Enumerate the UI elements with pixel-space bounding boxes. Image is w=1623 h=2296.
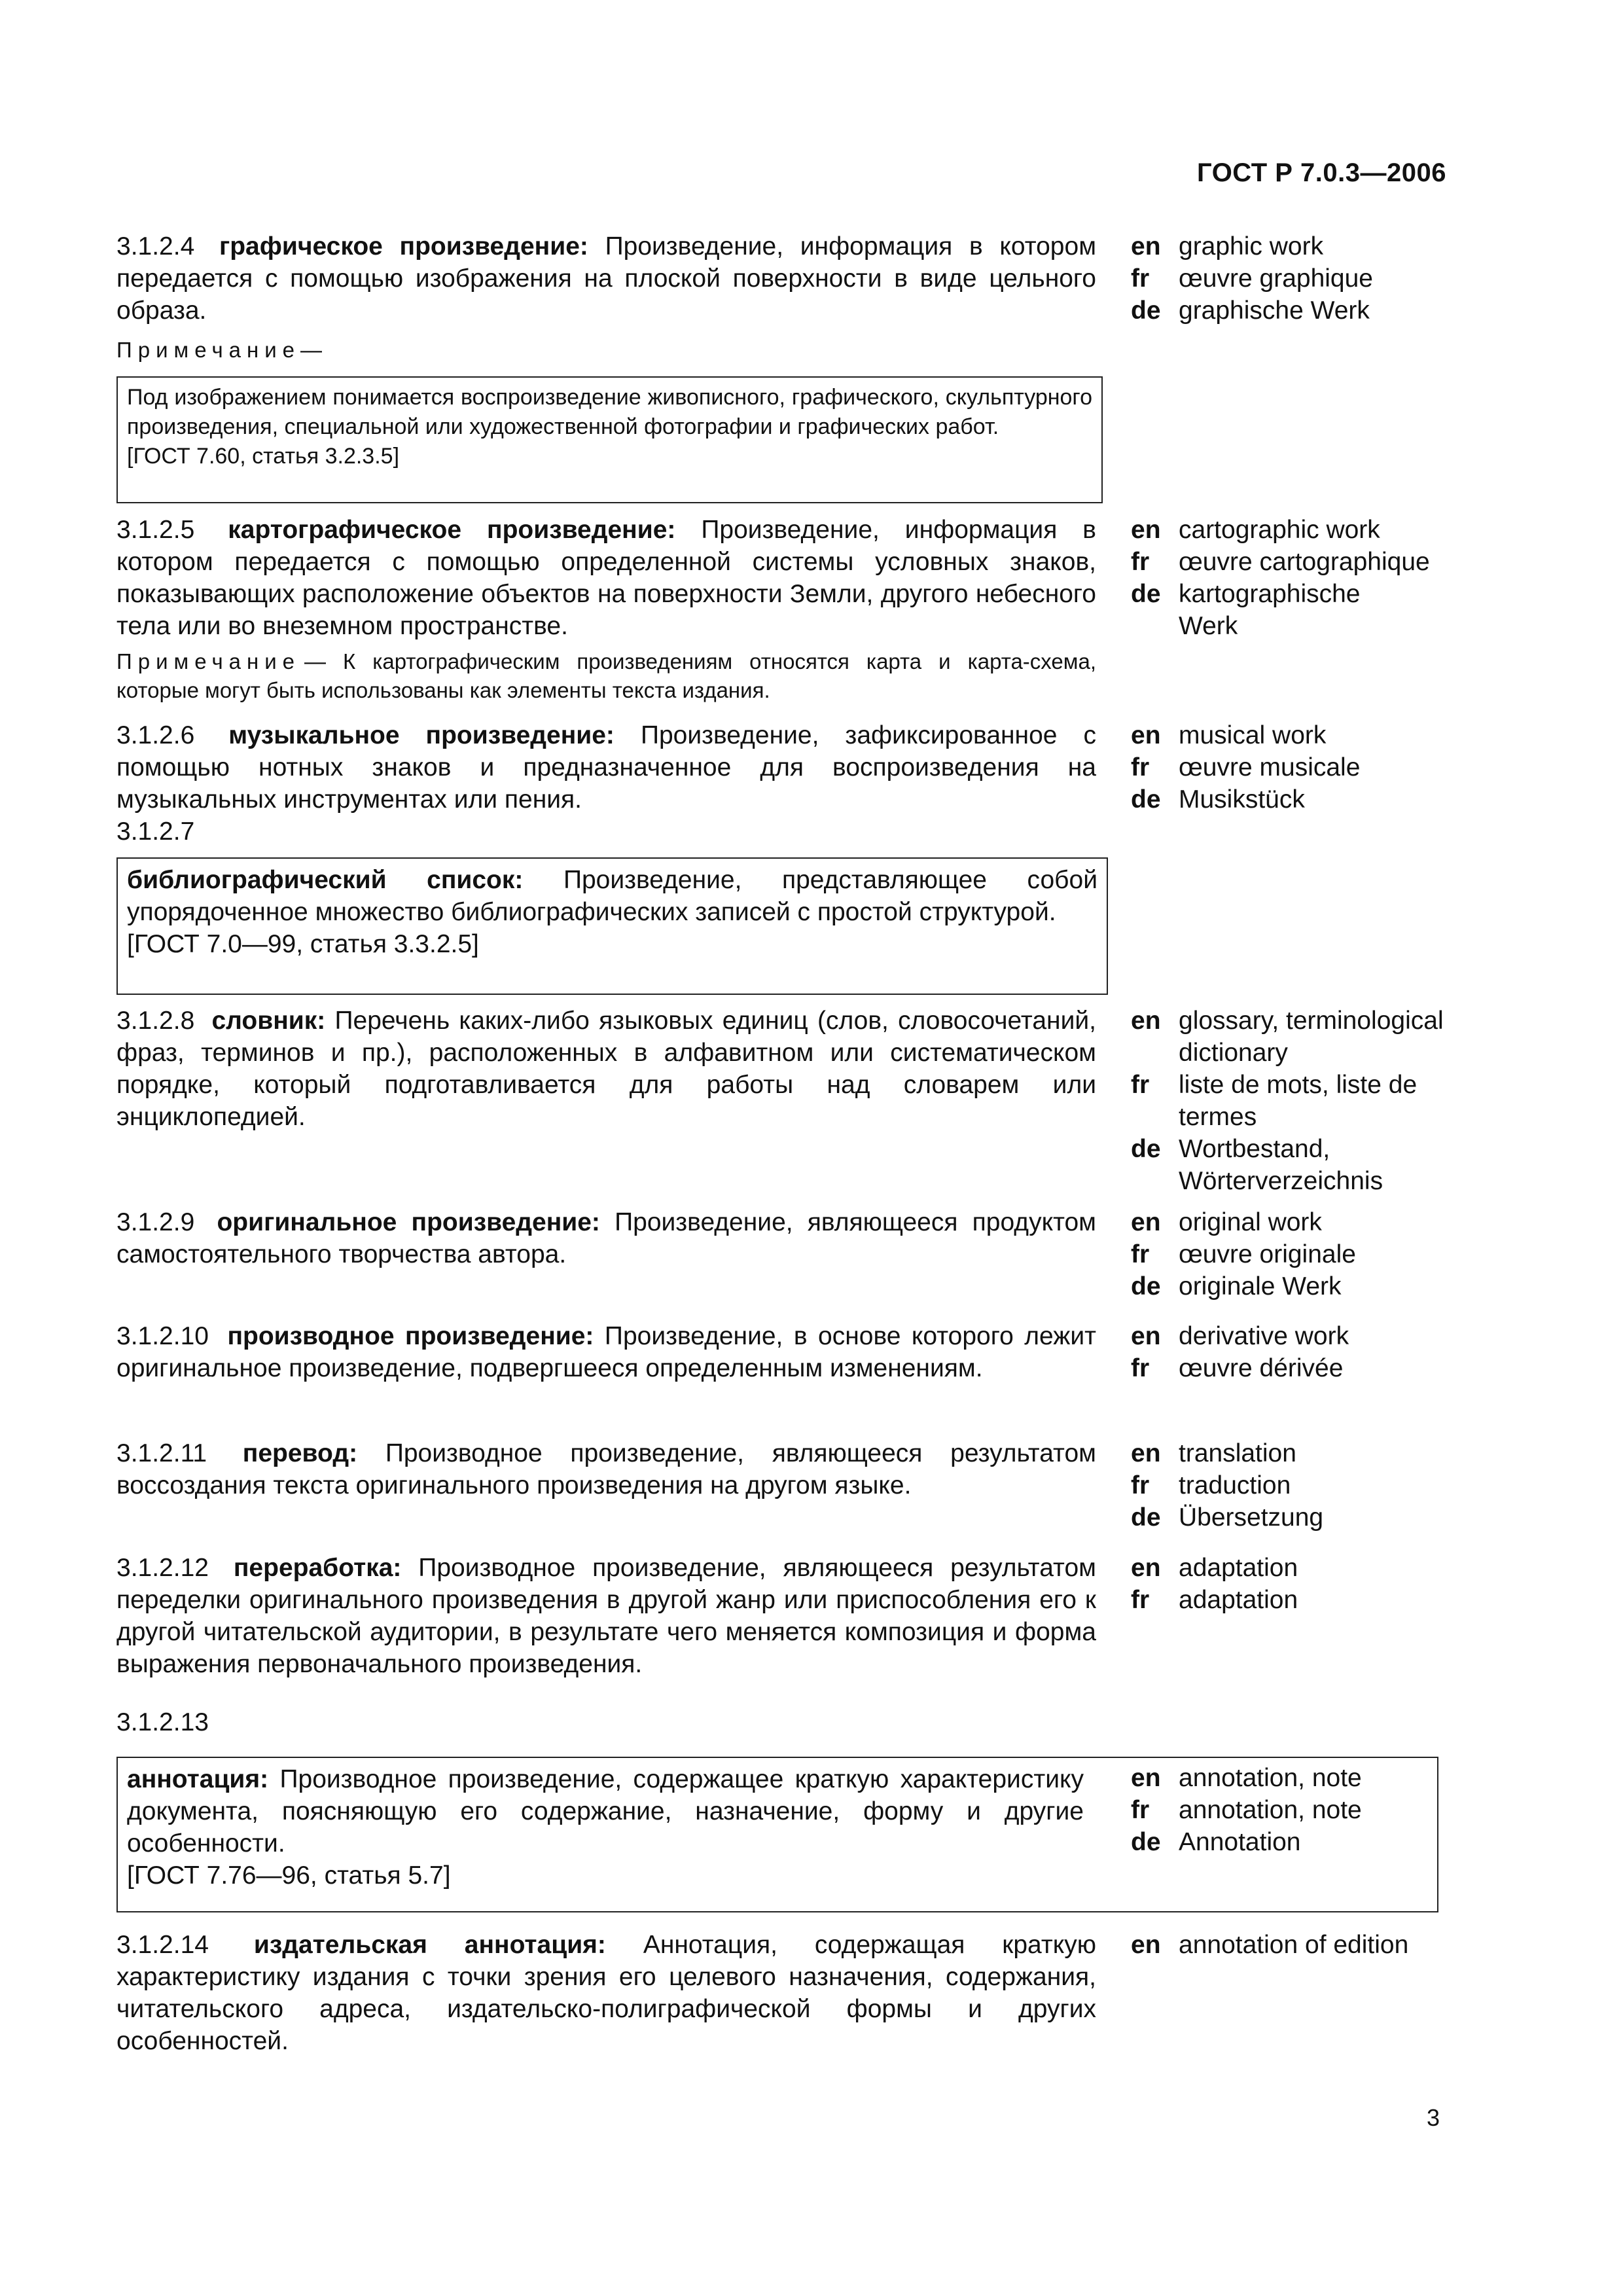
equivalent-row: [1131, 1069, 1471, 1133]
term-entry-3-1-2-5: [116, 514, 1096, 705]
lang-code: fr: [1131, 1240, 1150, 1268]
entry-definition: Произведение, в основе которого лежит оригинальное произведение, подвергшееся определенным изменениям.: [116, 1322, 1096, 1382]
term-entry-3-1-2-11: [116, 1437, 1096, 1501]
entry-term: аннотация:: [127, 1765, 269, 1793]
lang-code: fr: [1131, 1071, 1150, 1099]
equivalent-term: adaptation: [1179, 1554, 1298, 1582]
entry-number: 3.1.2.4: [116, 232, 195, 260]
source-reference: [ГОСТ 7.0—99, статья 3.3.2.5]: [127, 930, 479, 958]
entry-number: 3.1.2.7: [116, 817, 195, 846]
lang-code: de: [1131, 1135, 1161, 1163]
foreign-equivalents-3-1-2-14: [1131, 1929, 1471, 1961]
entry-term: графическое произведение:: [219, 232, 588, 260]
term-entry-3-1-2-4: [116, 230, 1096, 365]
equivalent-row: [1131, 1238, 1471, 1270]
definition-frame-3-1-2-7: [116, 857, 1108, 995]
entry-definition: Произведение, являющееся продуктом самостоятельного творчества автора.: [116, 1208, 1096, 1268]
entry-number: 3.1.2.10: [116, 1322, 209, 1350]
note-frame-3-1-2-4: [116, 376, 1103, 503]
foreign-equivalents-3-1-2-6: [1131, 719, 1471, 816]
equivalent-term: derivative work: [1179, 1322, 1349, 1350]
equivalent-row: [1131, 1794, 1471, 1826]
entry-term: музыкальное произведение:: [228, 721, 615, 749]
entry-term: производное произведение:: [227, 1322, 594, 1350]
lang-code: en: [1131, 1007, 1161, 1035]
entry-definition: Перечень каких-либо языковых единиц (слов, словосочетаний, фраз, терминов и пр.), расположенных в алфавитном или систематическом порядке, который подготавливается для работы над словарем или энциклопедией.: [116, 1007, 1096, 1131]
lang-code: en: [1131, 232, 1161, 260]
equivalent-term: annotation, note: [1179, 1764, 1362, 1792]
equivalent-row: [1131, 1352, 1471, 1384]
entry-term: переработка:: [233, 1554, 402, 1582]
entry-definition: Производное произведение, являющееся результатом воссоздания текста оригинального произведения на другом языке.: [116, 1439, 1096, 1499]
equivalent-row: [1131, 1206, 1471, 1238]
lang-code: de: [1131, 1828, 1161, 1856]
foreign-equivalents-3-1-2-11: [1131, 1437, 1471, 1534]
equivalent-term: œuvre cartographique: [1179, 548, 1430, 576]
foreign-equivalents-3-1-2-9: [1131, 1206, 1471, 1302]
lang-code: fr: [1131, 264, 1150, 293]
equivalent-term: adaptation: [1179, 1586, 1298, 1614]
equivalent-row: [1131, 546, 1471, 578]
note-label: Примечание: [116, 649, 301, 673]
lang-code: fr: [1131, 548, 1150, 576]
term-entry-3-1-2-9: [116, 1206, 1096, 1270]
entry-term: библиографический список:: [127, 866, 524, 894]
page-number: 3: [1426, 2104, 1440, 2131]
lang-code: de: [1131, 580, 1161, 608]
entry-number: 3.1.2.5: [116, 516, 195, 544]
foreign-equivalents-3-1-2-12: [1131, 1552, 1471, 1616]
entry-number: 3.1.2.9: [116, 1208, 195, 1236]
equivalent-term: annotation, note: [1179, 1796, 1362, 1824]
term-entry-3-1-2-8: [116, 1005, 1096, 1133]
equivalent-term: liste de mots, liste de termes: [1179, 1071, 1418, 1131]
lang-code: en: [1131, 1439, 1161, 1467]
equivalent-row: [1131, 1270, 1471, 1302]
term-entry-3-1-2-12: [116, 1552, 1096, 1680]
term-entry-3-1-2-10: [116, 1320, 1096, 1384]
lang-code: en: [1131, 516, 1161, 544]
lang-code: en: [1131, 1554, 1161, 1582]
equivalent-term: graphic work: [1179, 232, 1324, 260]
equivalent-term: glossary, terminological dictionary: [1179, 1007, 1444, 1067]
foreign-equivalents-3-1-2-10: [1131, 1320, 1471, 1384]
lang-code: en: [1131, 1764, 1161, 1792]
equivalent-term: annotation of edition: [1179, 1931, 1409, 1959]
term-entry-3-1-2-6: [116, 719, 1096, 816]
equivalent-term: œuvre graphique: [1179, 264, 1373, 293]
entry-definition: Аннотация, содержащая краткую характеристику издания с точки зрения его целевого назначения, содержания, читательского адреса, издательско-полиграфической формы и других особенностей.: [116, 1931, 1097, 2055]
note-text: — К картографическим произведениям относятся карта и карта-схема, которые могут быть использованы как элементы текста издания.: [116, 649, 1096, 702]
equivalent-term: musical work: [1179, 721, 1327, 749]
equivalent-row: [1131, 1469, 1471, 1501]
equivalent-term: Übersetzung: [1179, 1503, 1324, 1532]
equivalent-term: original work: [1179, 1208, 1322, 1236]
standard-header: ГОСТ Р 7.0.3—2006: [1197, 158, 1446, 187]
equivalent-term: translation: [1179, 1439, 1296, 1467]
equivalent-term: cartographic work: [1179, 516, 1380, 544]
equivalent-term: Musikstück: [1179, 785, 1305, 814]
entry-term: словник:: [211, 1007, 326, 1035]
equivalent-row: [1131, 1133, 1471, 1197]
equivalent-row: [1131, 783, 1471, 816]
equivalent-term: œuvre dérivée: [1179, 1354, 1344, 1382]
lang-code: fr: [1131, 1354, 1150, 1382]
foreign-equivalents-3-1-2-4: [1131, 230, 1471, 327]
equivalent-term: Wortbestand, Wörterverzeichnis: [1179, 1135, 1383, 1195]
source-reference: [ГОСТ 7.76—96, статья 5.7]: [127, 1861, 451, 1890]
entry-definition: Произведение, представляющее собой упорядоченное множество библиографических записей с простой структурой.: [127, 866, 1097, 926]
note-box-text: Под изображением понимается воспроизведение живописного, графического, скульптурного произведения, специальной или художественной фотографии и графических работ.: [127, 385, 1092, 439]
equivalent-row: [1131, 230, 1471, 262]
equivalent-term: Annotation: [1179, 1828, 1301, 1856]
equivalent-term: œuvre musicale: [1179, 753, 1361, 781]
lang-code: de: [1131, 1272, 1161, 1300]
lang-code: de: [1131, 785, 1161, 814]
equivalent-row: [1131, 514, 1471, 546]
entry-definition: Произведение, информация в котором передается с помощью определенной системы условных знаков, показывающих расположение объектов на поверхности Земли, другого небесного тела или во внеземном пространстве.: [116, 516, 1097, 640]
equivalent-term: kartographische Werk: [1179, 580, 1361, 640]
entry-term: картографическое произведение:: [228, 516, 676, 544]
equivalent-row: [1131, 1552, 1471, 1584]
term-entry-3-1-2-7: [116, 816, 1096, 848]
note-label: Примечание—: [116, 338, 329, 362]
entry-number: 3.1.2.8: [116, 1007, 195, 1035]
lang-code: fr: [1131, 1471, 1150, 1499]
foreign-equivalents-3-1-2-13: [1131, 1762, 1471, 1858]
equivalent-term: graphische Werk: [1179, 296, 1370, 325]
lang-code: en: [1131, 1322, 1161, 1350]
entry-definition: Произведение, зафиксированное с помощью нотных знаков и предназначенное для воспроизведения на музыкальных инструментах или пения.: [116, 721, 1096, 814]
equivalent-row: [1131, 1826, 1471, 1858]
entry-term: перевод:: [242, 1439, 358, 1467]
foreign-equivalents-3-1-2-5: [1131, 514, 1471, 642]
lang-code: en: [1131, 721, 1161, 749]
entry-number: 3.1.2.14: [116, 1931, 209, 1959]
equivalent-row: [1131, 1005, 1471, 1069]
entry-number: 3.1.2.6: [116, 721, 195, 749]
lang-code: de: [1131, 296, 1161, 325]
equivalent-row: [1131, 751, 1471, 783]
lang-code: fr: [1131, 753, 1150, 781]
lang-code: de: [1131, 1503, 1161, 1532]
equivalent-row: [1131, 719, 1471, 751]
foreign-equivalents-3-1-2-8: [1131, 1005, 1471, 1197]
source-reference: [ГОСТ 7.60, статья 3.2.3.5]: [127, 444, 400, 469]
entry-number: 3.1.2.12: [116, 1554, 209, 1582]
equivalent-term: traduction: [1179, 1471, 1291, 1499]
equivalent-row: [1131, 1501, 1471, 1534]
lang-code: fr: [1131, 1586, 1150, 1614]
equivalent-row: [1131, 295, 1471, 327]
entry-number: 3.1.2.11: [116, 1439, 207, 1467]
equivalent-term: œuvre originale: [1179, 1240, 1356, 1268]
term-entry-3-1-2-14: [116, 1929, 1096, 2057]
equivalent-row: [1131, 1584, 1471, 1616]
equivalent-row: [1131, 262, 1471, 295]
entry-term: издательская аннотация:: [253, 1931, 606, 1959]
equivalent-row: [1131, 578, 1471, 642]
entry-term: оригинальное произведение:: [217, 1208, 600, 1236]
lang-code: fr: [1131, 1796, 1150, 1824]
equivalent-row: [1131, 1320, 1471, 1352]
entry-note: [116, 647, 1096, 705]
lang-code: en: [1131, 1208, 1161, 1236]
equivalent-term: originale Werk: [1179, 1272, 1342, 1300]
equivalent-row: [1131, 1437, 1471, 1469]
entry-number: 3.1.2.13: [116, 1708, 209, 1736]
equivalent-row: [1131, 1762, 1471, 1794]
term-entry-3-1-2-13: [116, 1706, 1096, 1738]
entry-definition: Произведение, информация в котором передается с помощью изображения на плоской поверхности в виде цельного образа.: [116, 232, 1097, 325]
entry-definition: Производное произведение, содержащее краткую характеристику документа, поясняющую его содержание, назначение, форму и другие особенности.: [127, 1765, 1084, 1857]
entry-definition: Производное произведение, являющееся результатом переделки оригинального произведения в другой жанр или приспособления его к другой читательской аудитории, в результате чего меняется композиция и форма выражения первоначального произведения.: [116, 1554, 1096, 1678]
lang-code: en: [1131, 1931, 1161, 1959]
equivalent-row: [1131, 1929, 1471, 1961]
